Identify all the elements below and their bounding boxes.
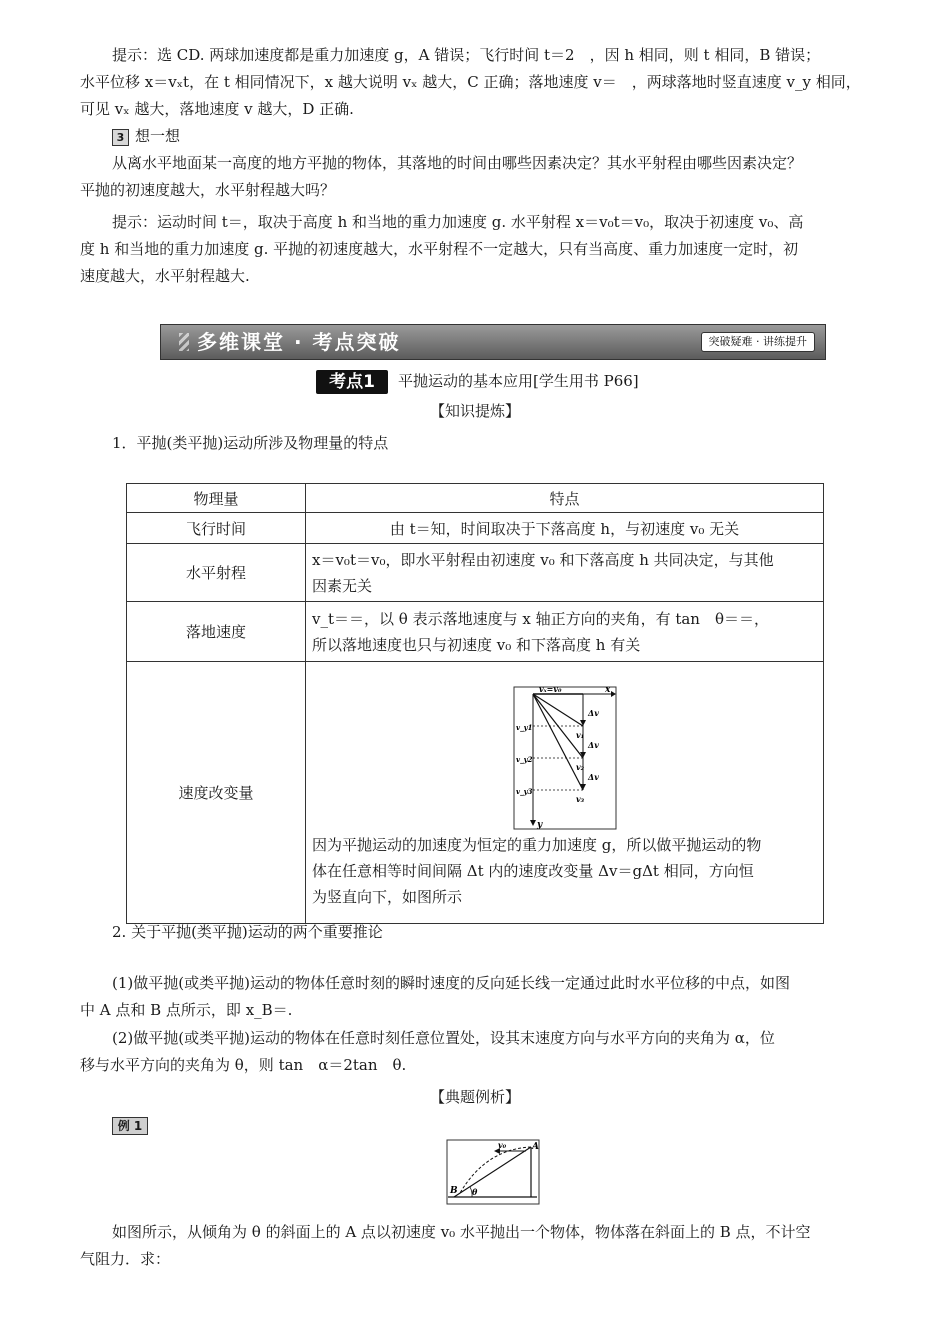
think-title: 想一想 [135, 127, 181, 145]
vx-label: vₓ=v₀ [538, 686, 562, 694]
banner-stripe [179, 333, 189, 351]
row-name-range: 水平射程 [127, 544, 306, 602]
section-banner [160, 324, 826, 360]
table-header-quantity: 物理量 [127, 484, 306, 513]
velocity-change-diagram [513, 686, 617, 830]
y-axis-label: y [536, 820, 542, 830]
table-row [127, 662, 824, 924]
row-desc-flight-time: 由 t＝知，时间取决于下落高度 h，与初速度 v₀ 无关 [306, 513, 824, 544]
row-desc-range [306, 544, 824, 602]
inference-p2a: (2)做平抛(或类平抛)运动的物体在任意时刻任意位置处，设其末速度方向与水平方向的夹角为 α，位 [112, 1029, 775, 1047]
hint1-line2: 水平位移 x＝vₓt，在 t 相同情况下，x 越大说明 vₓ 越大，C 正确；落地速度 v＝ ，两球落地时竖直速度 v_y 相同， [80, 73, 861, 91]
vy2-label: v_y2 [515, 755, 533, 764]
row-desc-landing-speed [306, 602, 824, 662]
kaodian-title: 平抛运动的基本应用[学生用书 P66] [398, 372, 639, 390]
vy3-label: v_y3 [515, 787, 533, 796]
v1-label: v₁ [575, 730, 584, 740]
banner-tag: 突破疑难 · 讲练提升 [701, 332, 816, 352]
row-name-landing-speed: 落地速度 [127, 602, 306, 662]
think-number: 3 [112, 129, 129, 146]
kaodian-label: 考点1 [316, 370, 388, 394]
row-desc-velocity-change [306, 662, 824, 924]
hint1-line1: 提示：选 CD. 两球加速度都是重力加速度 g，A 错误；飞行时间 t＝2 ，因 h 相同，则 t 相同，B 错误； [112, 46, 821, 64]
theta-label: θ [472, 1187, 478, 1197]
think-a1: 提示：运动时间 t＝，取决于高度 h 和当地的重力加速度 g. 水平射程 x＝v₀t＝v₀，取决于初速度 v₀、高 [112, 213, 804, 231]
banner-title: 多维课堂 · 考点突破 [197, 330, 401, 354]
row-desc-velocity-line3: 为竖直向下，如图所示 [312, 888, 463, 906]
table-header-feature: 特点 [306, 484, 824, 513]
think-a2: 度 h 和当地的重力加速度 g. 平抛的初速度越大，水平射程不一定越大，只有当高度、重力加速度一定时，初 [80, 240, 799, 258]
row-desc-range-line2: 因素无关 [312, 576, 373, 595]
think-q1: 从离水平地面某一高度的地方平抛的物体，其落地的时间由哪些因素决定？其水平射程由哪些因素决定？ [112, 154, 803, 172]
row-name-flight-time: 飞行时间 [127, 513, 306, 544]
inference-p1a: (1)做平抛(或类平抛)运动的物体任意时刻的瞬时速度的反向延长线一定通过此时水平位移的中点，如图 [112, 974, 790, 992]
point-b-label: B [450, 1186, 458, 1196]
kaodian-heading [316, 368, 639, 394]
dv-label-2: Δv [587, 740, 599, 750]
example-q2: 气阻力．求： [80, 1250, 171, 1268]
hint1-line3: 可见 vₓ 越大，落地速度 v 越大，D 正确. [80, 100, 354, 118]
think-a3: 速度越大，水平射程越大. [80, 267, 250, 285]
row-desc-velocity-line2: 体在任意相等时间间隔 Δt 内的速度改变量 Δv＝gΔt 相同，方向恒 [312, 862, 754, 880]
row-desc-landing-line2: 所以落地速度也只与初速度 v₀ 和下落高度 h 有关 [312, 635, 641, 654]
example-heading: 【典题例析】 [429, 1088, 520, 1106]
table-row [127, 544, 824, 602]
v2-label: v₂ [575, 762, 584, 772]
row-desc-range-line1: x＝v₀t＝v₀，即水平射程由初速度 v₀ 和下落高度 h 共同决定，与其他 [312, 550, 774, 569]
dv-label-3: Δv [587, 772, 599, 782]
dv-label-1: Δv [587, 708, 599, 718]
knowledge-heading: 【知识提炼】 [429, 402, 520, 420]
example-label-wrap [112, 1112, 148, 1138]
table-row [127, 602, 824, 662]
row-name-velocity-change: 速度改变量 [127, 662, 306, 924]
table-row [127, 513, 824, 544]
inference-p1b: 中 A 点和 B 点所示，即 x_B＝. [80, 1001, 293, 1019]
knowledge-item1: 1．平抛(类平抛)运动所涉及物理量的特点 [112, 434, 389, 452]
velocity-diagram-wrap [312, 686, 817, 832]
v3-label: v₃ [575, 794, 584, 804]
incline-diagram [446, 1139, 540, 1205]
think-heading [112, 123, 180, 149]
x-axis-label: x [604, 686, 610, 695]
inference-heading: 2. 关于平抛(类平抛)运动的两个重要推论 [112, 923, 383, 941]
example-label: 例 1 [112, 1117, 148, 1135]
physics-table [126, 483, 824, 924]
inference-p2b: 移与水平方向的夹角为 θ，则 tan α＝2tan θ. [80, 1056, 407, 1074]
point-a-label: A [532, 1142, 539, 1152]
row-desc-landing-line1: v_t＝＝，以 θ 表示落地速度与 x 轴正方向的夹角，有 tan θ＝＝， [312, 609, 769, 628]
think-q2: 平抛的初速度越大，水平射程越大吗？ [80, 181, 336, 199]
vy1-label: v_y1 [515, 723, 533, 732]
row-desc-velocity-line1: 因为平抛运动的加速度为恒定的重力加速度 g，所以做平抛运动的物 [312, 836, 762, 854]
example-q1: 如图所示，从倾角为 θ 的斜面上的 A 点以初速度 v₀ 水平抛出一个物体，物体落在斜面上的 B 点，不计空 [112, 1223, 811, 1241]
table-header-row [127, 484, 824, 513]
v0-label: v₀ [498, 1140, 507, 1150]
